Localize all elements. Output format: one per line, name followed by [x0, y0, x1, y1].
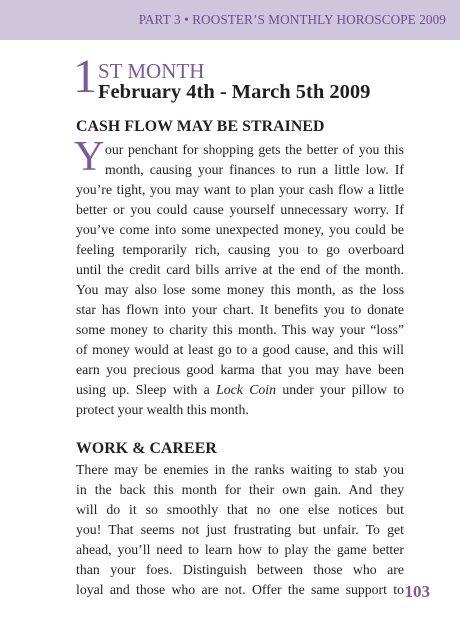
- paragraph-line: you’re tight, you may want to plan your cash flow a little: [76, 182, 404, 197]
- paragraph-line: our penchant for shopping gets the better of you this: [105, 142, 404, 157]
- paragraph-line: There may be enemies in the ranks waiting to stab you: [76, 462, 404, 477]
- paragraph-line: loyal and those who are not. Offer the same support to: [76, 582, 404, 597]
- month-label: ST MONTH: [98, 59, 205, 83]
- month-number: 1: [73, 50, 97, 103]
- page-number: 103: [404, 582, 430, 601]
- paragraph-line: will do it so smoothly that no one else notices but: [76, 502, 404, 517]
- paragraph-line: feeling temporarily rich, causing you to go overboard: [76, 242, 404, 257]
- paragraph-line: star has flown into your chart. It benefits you to donate: [76, 302, 404, 317]
- paragraph-line: month, causing your finances to run a little low. If: [105, 162, 404, 177]
- lock-coin-emphasis: Lock Coin: [216, 382, 277, 397]
- paragraph-line: until the credit card bills arrive at the end of the month.: [76, 262, 404, 277]
- section-heading-work-career: WORK & CAREER: [76, 440, 217, 457]
- line-text-start: using up. Sleep with a: [76, 382, 210, 397]
- month-date-range: February 4th - March 5th 2009: [98, 81, 371, 103]
- section-heading-cash-flow: CASH FLOW MAY BE STRAINED: [76, 118, 325, 135]
- paragraph-line: ahead, you’ll need to learn how to play the game better: [76, 542, 404, 557]
- paragraph-line: earn you precious good karma that you may have been: [76, 362, 404, 377]
- header-separator: •: [184, 12, 189, 27]
- running-header: [139, 12, 446, 28]
- paragraph-line: you! That seems not just frustrating but unfair. To get: [76, 522, 404, 537]
- header-part-label: PART 3: [138, 12, 181, 27]
- paragraph-line: in the back this month for their own gain. And they: [76, 482, 404, 497]
- paragraph-line: You may also lose some money this month, as the loss: [76, 282, 404, 297]
- paragraph-line: better or you could cause yourself unnecessary worry. If: [76, 202, 404, 217]
- paragraph-line: protect your wealth this month.: [76, 402, 249, 417]
- paragraph-line: some money to charity this month. This way your “loss”: [76, 322, 404, 337]
- paragraph-line: of money would at least go to a good cause, and this will: [76, 342, 404, 357]
- paragraph-line: you’ve come into some unexpected money, you could be: [76, 222, 404, 237]
- paragraph-line-with-emphasis: [76, 380, 404, 400]
- line-text-end: under your pillow to: [282, 382, 405, 397]
- drop-cap-letter: Y: [74, 134, 105, 180]
- paragraph-line: than your foes. Distinguish between those who are: [76, 562, 404, 577]
- header-title: ROOSTER’S MONTHLY HOROSCOPE 2009: [192, 12, 446, 27]
